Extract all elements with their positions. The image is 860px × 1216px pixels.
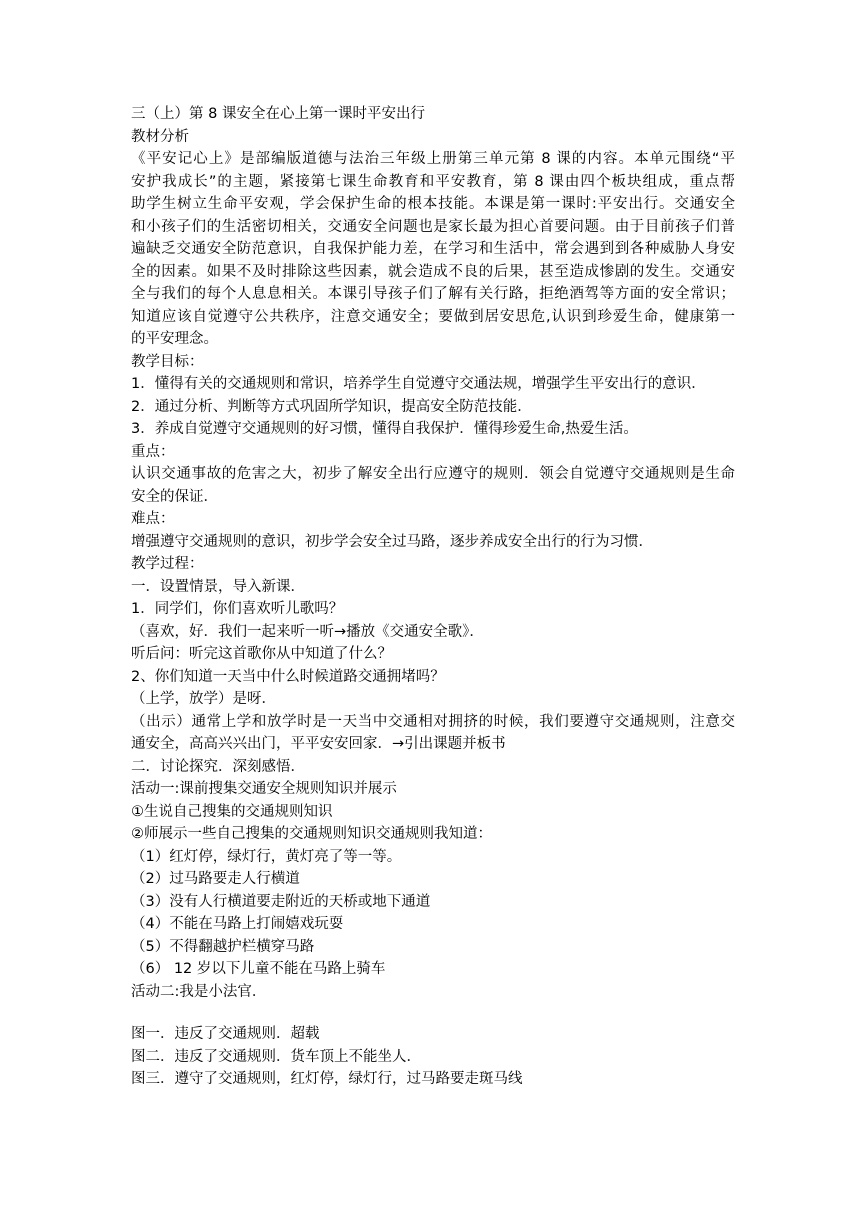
text-line: 难点：	[131, 511, 175, 527]
text-line: 教学目标：	[131, 353, 204, 370]
text-line: （2）过马路要走人行横道	[131, 871, 300, 887]
text-line: 《平安记心上》是部编版道德与法治三年级上册第三单元第 8 课的内容。本单元围绕“平	[131, 151, 735, 167]
text-line: 图二．违反了交通规则．货车顶上不能坐人．	[131, 1048, 421, 1065]
text-line: 通安全，高高兴兴出门，平平安安回家．→引出课题并板书	[131, 736, 506, 752]
text-line: 增强遵守交通规则的意识，初步学会安全过马路，逐步养成安全出行的行为习惯．	[131, 533, 653, 550]
document-body	[131, 126, 735, 1091]
text-line: 安护我成长”的主题，紧接第七课生命教育和平安教育，第 8 课由四个板块组成，重点帮	[131, 173, 735, 190]
text-line: 全与我们的每个人息息相关。本课引导孩子们了解有关行路，拒绝酒驾等方面的安全常识；	[131, 286, 735, 302]
text-line: （3）没有人行横道要走附近的天桥或地下通道	[131, 893, 431, 910]
text-line: （喜欢，好．我们一起来听一听→播放《交通安全歌》．	[131, 623, 484, 640]
text-line: 图一．违反了交通规则．超载	[131, 1026, 320, 1042]
text-line: （出示）通常上学和放学时是一天当中交通相对拥挤的时候，我们要遵守交通规则，注意交	[131, 713, 735, 730]
document-title: 三（上）第 8 课安全在心上第一课时平安出行	[131, 106, 425, 122]
text-line: 助学生树立生命平安观，学会保护生命的根本技能。本课是第一课时:平安出行。交通安全	[131, 196, 735, 212]
text-line: 1．懂得有关的交通规则和常识，培养学生自觉遵守交通法规，增强学生平安出行的意识．	[131, 376, 706, 392]
text-line: 认识交通事故的危害之大，初步了解安全出行应遵守的规则．领会自觉遵守交通规则是生命	[131, 466, 735, 482]
text-line: 和小孩子们的生活密切相关，交通安全问题也是家长最为担心首要问题。由于目前孩子们普	[131, 218, 735, 235]
text-line: 教材分析	[131, 128, 189, 145]
blank-line	[131, 1003, 735, 1023]
text-line: 知道应该自觉遵守公共秩序，注意交通安全；要做到居安思危,认识到珍爱生命，健康第一	[131, 308, 735, 325]
text-line: 重点：	[131, 443, 175, 460]
text-line: （6） 12 岁以下儿童不能在马路上骑车	[131, 961, 386, 977]
text-line: ②师展示一些自己搜集的交通规则知识交通规则我知道：	[131, 826, 492, 842]
text-line: 2．通过分析、判断等方式巩固所学知识，提高安全防范技能．	[131, 398, 532, 415]
text-line: 图三．遵守了交通规则，红灯停，绿灯行，过马路要走斑马线	[131, 1071, 523, 1087]
text-line: 一．设置情景，导入新课．	[131, 578, 305, 595]
text-line: ①生说自己搜集的交通规则知识	[131, 803, 333, 820]
text-line: （上学，放学）是呀．	[131, 691, 276, 707]
text-line: 教学过程：	[131, 556, 204, 572]
text-line: （4）不能在马路上打闹嬉戏玩耍	[131, 916, 344, 932]
text-line: 3．养成自觉遵守交通规则的好习惯，懂得自我保护．懂得珍爱生命,热爱生活。	[131, 421, 638, 437]
text-line: 安全的保证．	[131, 488, 218, 505]
text-line: 二．讨论探究．深刻感悟．	[131, 758, 305, 775]
text-line: 2、你们知道一天当中什么时候道路交通拥堵吗？	[131, 668, 445, 685]
text-line: 遍缺乏交通安全防范意识，自我保护能力差，在学习和生活中，常会遇到到各种威胁人身安	[131, 241, 735, 257]
text-line: （1）红灯停，绿灯行，黄灯亮了等一等。	[131, 848, 402, 865]
text-line: 的平安理念。	[131, 331, 218, 347]
document-page	[131, 103, 735, 1091]
text-line: 听后问：听完这首歌你从中知道了什么？	[131, 646, 392, 662]
text-line: （5）不得翻越护栏横穿马路	[131, 938, 315, 955]
text-line: 活动一:课前搜集交通安全规则知识并展示	[131, 781, 397, 797]
text-line: 1．同学们，你们喜欢听儿歌吗？	[131, 601, 344, 617]
text-line: 全的因素。如果不及时排除这些因素，就会造成不良的后果，甚至造成惨剧的发生。交通安	[131, 263, 735, 280]
text-line: 活动二:我是小法官．	[131, 983, 267, 1000]
